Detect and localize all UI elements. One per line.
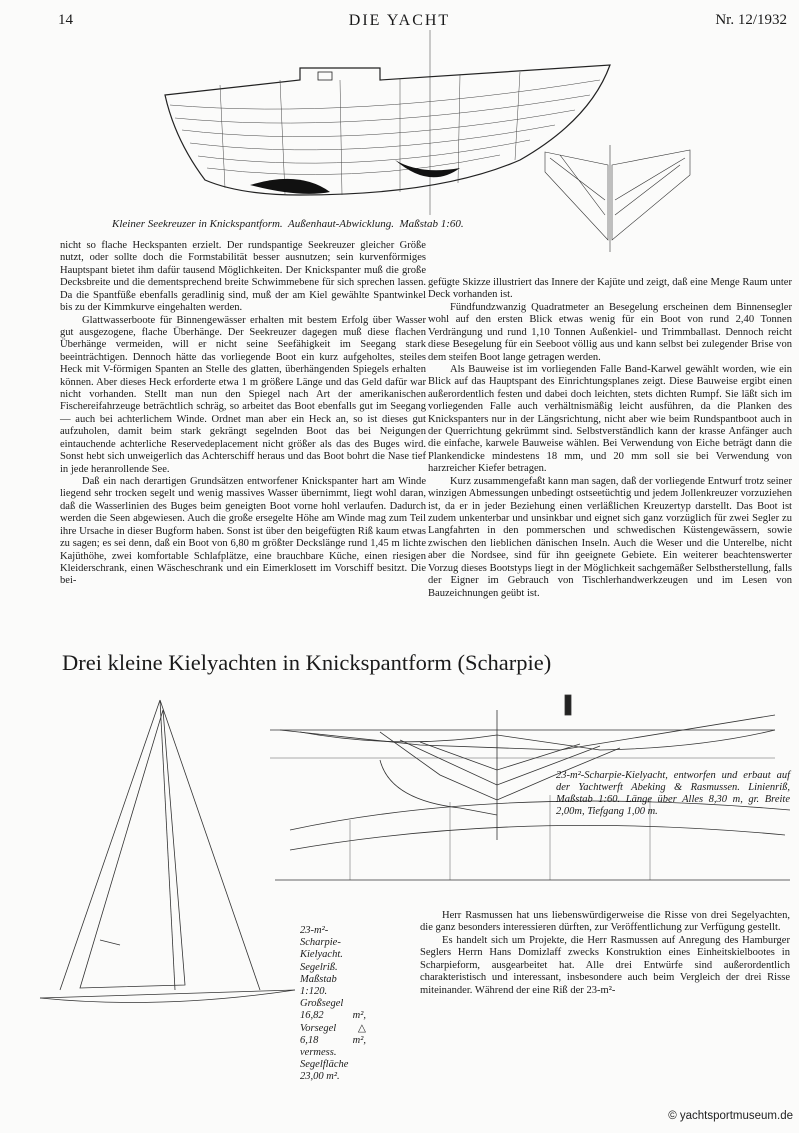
issue-number: Nr. 12/1932 (715, 12, 787, 28)
page-number: 14 (58, 12, 73, 28)
watermark: © yachtsportmuseum.de (668, 1110, 793, 1122)
paragraph: Als Bauweise ist im vorliegenden Falle Band-Karwel gewählt worden, wie ein Blick auf das Hauptspant des Einrichtungsplanes zeigt. Diese Bauweise ergibt einen außerordentlich festen und dabei doch leichten, stets dichten Rumpf. Sie läßt sich im vorliegenden Falle auch verhältnismäßig leicht ausführen, da die Planken des Knickspanters nur in der Längsrichtung, nicht aber wie beim Rundspantboot auch in der Querrichtung gekrümmt sind. Selbstverständlich kann der krasse Anfänger auch die einfache, karwele Bauweise wählen. Bei Verwendung von Eiche beträgt dann die Plankendicke mindestens 18 mm, und 20 mm soll sie bei Verwendung von harzreicher Kiefer betragen. (428, 363, 792, 475)
article-title: Drei kleine Kielyachten in Knickspantform (Scharpie) (62, 650, 552, 675)
right-column (428, 277, 792, 600)
paragraph: Daß ein nach derartigen Grundsätzen entworfener Knickspanter hart am Winde liegend sehr trocken segelt und wenig massives Wasser übernimmt, liegt wohl daran, daß die Wasserlinien des Buges beim geneigten Boot vorne hohl verlaufen. Dadurch werden die Seen abgewiesen. Auch die große ersegelte Höhe am Winde mag zum Teil ihre Ursache in dieser Bugform haben. Sonst ist über den beigefügten Riß kaum etwas zu sagen; es sei denn, daß ein Boot von 6,80 m größter Deckslänge rund 1,45 m lichte Kajüthöhe, zwei komfortable Schlafplätze, eine brauchbare Küche, einen riesigen Kleiderschrank, einen Wäscheschrank und ein Eimerklosett im Vorschiff besitzt. Die bei- (60, 476, 426, 587)
paragraph: Herr Rasmussen hat uns liebenswürdigerweise die Risse von drei Segelyachten, die ganz besonders interessieren dürften, zur Veröffentlichung zur Verfügung gestellt. (420, 910, 790, 934)
paragraph: Kurz zusammengefaßt kann man sagen, daß der vorliegende Entwurf trotz seiner winzigen Abmessungen unbedingt ostseetüchtig und jedem Jollenkreuzer vorzuziehen ist, da er in jeder Beziehung einen verläßlichen Kreuzertyp darstellt. Das Boot ist zudem unkenterbar und unsinkbar und eignet sich ganz vorzüglich für zwei Segler zu Langfahrten in den pommerschen und schwedischen Küstengewässern, sowie zwischen den lieblichen dänischen Inseln. Auch die Weser und die Unterelbe, nicht aber die Nordsee, sind für ihn geeignete Gebiete. Ein weiterer beachtenswerter Vorzug dieses Bootstyps liegt in der Möglichkeit sachgemäßer Selbstherstellung, falls der Eigner im Gebrauch von Tischlerhandwerkzeugen und im Lesen von Bauzeichnungen geübt ist. (428, 475, 792, 599)
magazine-title: DIE YACHT (348, 12, 451, 29)
paragraph: nicht so flache Heckspanten erzielt. Der rundspantige Seekreuzer gleicher Größe nutzt, oder sollte doch die Formstabilität besser ausnutzen; sein kurvenförmiges Hauptspant bietet ihm dafür tausend Möglichkeiten. Der Knickspanter muß die große Decksbreite und die dementsprechend breite Schwimmebene für sich sprechen lassen. Da die Spantfüße ebenfalls geradlinig sind, muß der am Kiel gewählte Spantwinkel bis zu der Kimmkurve eingehalten werden. (60, 240, 426, 314)
paragraph: Es handelt sich um Projekte, die Herr Rasmussen auf Anregung des Hamburger Seglers Herrn Hans Domizlaff zwecks Konstruktion eines Einheitskielbootes in Scharpieform, ausgearbeitet hat. Alle drei Entwürfe sind außerordentlich charakteristisch und interessant, insbesondere auch beim Vergleich der drei Risse miteinander. Während der eine Riß der 23-m²- (420, 934, 790, 996)
left-column (60, 240, 426, 588)
bottom-column (420, 910, 790, 997)
paragraph: Glattwasserboote für Binnengewässer erhalten mit bestem Erfolg über Wasser gut ausgezogene, flache Überhänge. Der Seekreuzer dagegen muß diese flachen Überhänge vermeiden, will er nicht seine Seefähigkeit im Seegang stark beeinträchtigen. Dennoch hätte das vorliegende Boot ein kurz aufgeholtes, steiles Heck mit V-förmigen Spanten an Stelle des glatten, überhängenden Spiegels erhalten können. Aber dieses Heck erforderte etwa 1 m größere Länge und das Geld dafür war nicht vorhanden. Stellt man nun den Spiegel nach Art der amerikanischen Fischereifahrzeuge beträchtlich schräg, so arbeitet das Boot ebenfalls gut im Seegang — auch bei achterlichem Winde. Ordnet man aber ein Heck an, so ist dieses gut aufzuholen, damit beim stark gekrängt segelnden Boot das bei Neigungen eintauchende achterliche Reservedeplacement nicht größer als das des Buges wird. Sonst hebt sich unweigerlich das Achterschiff heraus und das Boot bohrt die Nase tief in jede heranrollende See. (60, 314, 426, 475)
paragraph: Fündfundzwanzig Quadratmeter an Besegelung erscheinen dem Binnensegler wohl auf den ersten Blick etwas wenig für ein Boot von rund 2,40 Tonnen Verdrängung und rund 1,10 Tonnen Außenkiel- und Trimmballast. Dennoch reicht diese Besegelung für ein Seeboot völlig aus und kann selbst bei zulegender Brise von dem steifen Boot lange getragen werden. (428, 301, 792, 363)
lines-plan-caption: 23-m²-Scharpie-Kielyacht, entworfen und erbaut auf der Yachtwerft Abeking & Rasmussen. Linienriß, Maßstab 1:60. Länge über Alles 8,30 m, gr. Breite 2,00m, Tiefgang 1,00 m. (556, 770, 790, 817)
top-figure-caption: Kleiner Seekreuzer in Knickspantform. Außenhaut-Abwicklung. Maßstab 1:60. (112, 218, 464, 230)
paragraph: gefügte Skizze illustriert das Innere der Kajüte und zeigt, daß eine Menge Raum unter Deck vorhanden ist. (428, 277, 792, 301)
sail-plan-caption: 23-m²-Scharpie-Kielyacht. Segelriß. Maßstab 1:120. Großsegel 16,82 m², Vorsegel △ 6,18 m², vermess. Segelfläche 23,00 m². (300, 925, 366, 1083)
